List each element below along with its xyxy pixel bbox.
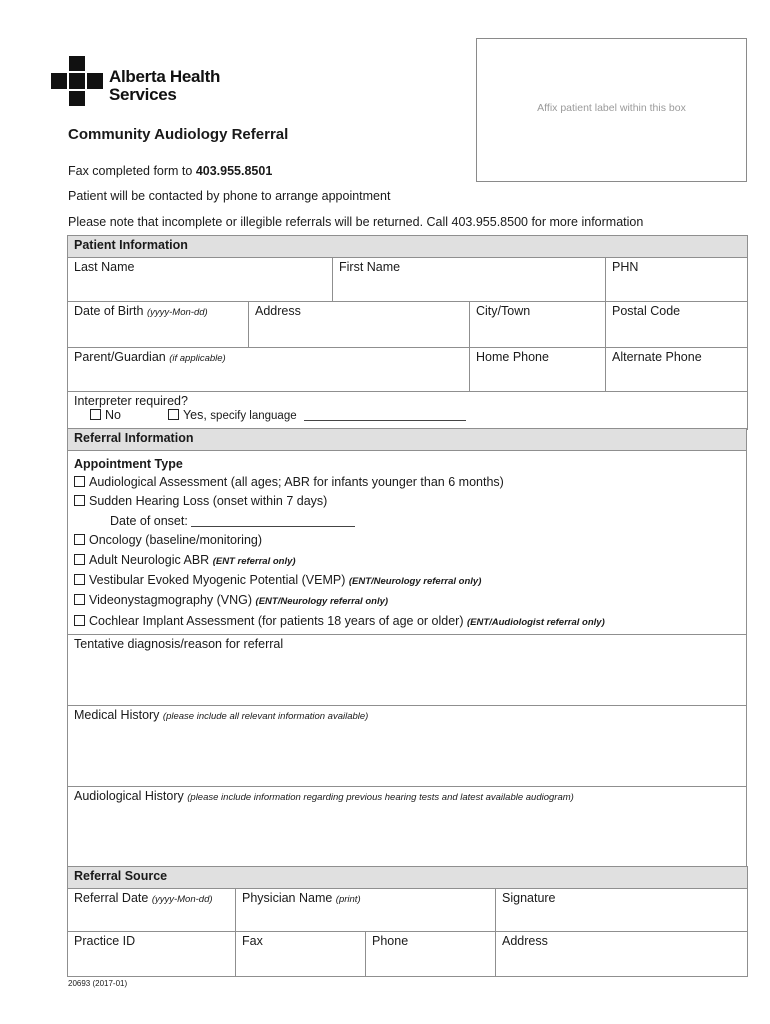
- fax-prefix: Fax completed form to: [68, 164, 196, 178]
- address-label: Address: [255, 304, 301, 318]
- phn-label: PHN: [612, 260, 639, 274]
- option-vng-label: Videonystagmography (VNG): [89, 593, 256, 608]
- interpreter-no-label: No: [105, 408, 121, 422]
- option-vemp-note: (ENT/Neurology referral only): [348, 576, 482, 588]
- contact-note: Patient will be contacted by phone to arrange appointment: [68, 189, 391, 203]
- city-label: City/Town: [476, 304, 531, 318]
- practice-id-field[interactable]: [68, 932, 236, 977]
- dob-label: Date of Birth: [74, 304, 144, 318]
- referral-date-label: Referral Date: [74, 891, 152, 905]
- option-vemp-checkbox[interactable]: [74, 574, 85, 585]
- option-vng-checkbox[interactable]: [74, 594, 85, 605]
- guardian-field[interactable]: [68, 348, 470, 392]
- referral-date-field[interactable]: [68, 889, 236, 932]
- date-of-onset-line[interactable]: [191, 526, 355, 527]
- interpreter-yes-checkbox[interactable]: [168, 409, 179, 420]
- option-vng[interactable]: [74, 591, 740, 611]
- option-vng-note: (ENT/Neurology referral only): [255, 596, 389, 608]
- medical-history-label: Medical History: [74, 708, 163, 723]
- referral-info-header: Referral Information: [68, 429, 747, 451]
- audiological-history-note: (please include information regarding previous hearing tests and latest available audiogram): [187, 792, 574, 804]
- form-title: Community Audiology Referral: [68, 126, 289, 143]
- interpreter-specify-label: specify language: [210, 410, 297, 422]
- form-code: 20693 (2017-01): [68, 979, 128, 988]
- first-name-label: First Name: [339, 260, 401, 274]
- guardian-note: (if applicable): [169, 353, 226, 364]
- phone-field[interactable]: [366, 932, 496, 977]
- option-sudden-label: Sudden Hearing Loss (onset within 7 days): [89, 494, 328, 509]
- option-oncology-label: Oncology (baseline/monitoring): [89, 533, 263, 548]
- patient-label-hint: Affix patient label within this box: [537, 102, 686, 114]
- dob-note: (yyyy-Mon-dd): [146, 307, 208, 318]
- physician-name-note: (print): [335, 894, 361, 905]
- option-ci-note: (ENT/Audiologist referral only): [466, 616, 605, 628]
- address-source-field[interactable]: [496, 932, 748, 977]
- option-oncology-checkbox[interactable]: [74, 534, 85, 545]
- referral-source-table: [67, 866, 748, 977]
- signature-label: Signature: [502, 891, 556, 905]
- home-phone-field[interactable]: [470, 348, 606, 392]
- option-abr-label: Adult Neurologic ABR: [89, 552, 213, 567]
- option-oncology[interactable]: [74, 531, 740, 550]
- option-vemp[interactable]: [74, 571, 740, 591]
- city-field[interactable]: [470, 302, 606, 348]
- diagnosis-label: Tentative diagnosis/reason for referral: [74, 637, 284, 652]
- alt-phone-field[interactable]: [606, 348, 748, 392]
- physician-name-label: Physician Name: [242, 891, 336, 905]
- practice-id-label: Practice ID: [74, 934, 136, 948]
- fax-field[interactable]: [236, 932, 366, 977]
- dob-field[interactable]: [68, 302, 249, 348]
- interpreter-no-checkbox[interactable]: [90, 409, 101, 420]
- fax-label: Fax: [242, 934, 263, 948]
- option-audiological-label: Audiological Assessment (all ages; ABR for infants younger than 6 months): [89, 475, 504, 489]
- option-sudden-checkbox[interactable]: [74, 495, 85, 506]
- referral-info-table: [67, 428, 747, 869]
- postal-label: Postal Code: [612, 304, 681, 318]
- option-abr[interactable]: [74, 551, 740, 571]
- address-field[interactable]: [249, 302, 470, 348]
- phone-label: Phone: [372, 934, 409, 948]
- first-name-field[interactable]: [333, 258, 606, 302]
- interpreter-yes-label: Yes,: [182, 408, 211, 422]
- option-abr-note: (ENT referral only): [212, 555, 296, 567]
- option-audiological-checkbox[interactable]: [74, 476, 85, 487]
- option-audiological[interactable]: [74, 473, 740, 492]
- option-vemp-label: Vestibular Evoked Myogenic Potential (VEMP): [89, 573, 349, 588]
- last-name-field[interactable]: [68, 258, 333, 302]
- signature-field[interactable]: [496, 889, 748, 932]
- logo-line2: Services: [109, 85, 177, 104]
- home-phone-label: Home Phone: [476, 350, 549, 364]
- interpreter-question: Interpreter required?: [74, 394, 188, 408]
- option-sudden[interactable]: [74, 492, 740, 511]
- appointment-type-cell: [68, 451, 747, 635]
- audiological-history-field[interactable]: [68, 787, 747, 869]
- last-name-label: Last Name: [74, 260, 135, 274]
- option-abr-checkbox[interactable]: [74, 554, 85, 565]
- interpreter-language-line[interactable]: [304, 420, 466, 421]
- fax-number: 403.955.8501: [195, 164, 273, 178]
- alt-phone-label: Alternate Phone: [612, 350, 702, 364]
- patient-info-table: [67, 235, 748, 430]
- patient-label-box: [476, 38, 747, 182]
- diagnosis-field[interactable]: [68, 635, 747, 706]
- patient-info-header: Patient Information: [68, 236, 748, 258]
- fax-line: [68, 164, 272, 178]
- phn-field[interactable]: [606, 258, 748, 302]
- option-ci[interactable]: [74, 612, 740, 632]
- medical-history-field[interactable]: [68, 706, 747, 787]
- guardian-label: Parent/Guardian: [74, 350, 166, 364]
- date-of-onset-label: Date of onset:: [110, 513, 188, 528]
- physician-name-field[interactable]: [236, 889, 496, 932]
- referral-source-header: Referral Source: [68, 867, 748, 889]
- address-source-label: Address: [502, 934, 548, 948]
- logo-line1: Alberta Health: [109, 67, 221, 86]
- audiological-history-label: Audiological History: [74, 789, 188, 804]
- interpreter-cell: [68, 392, 748, 430]
- option-ci-checkbox[interactable]: [74, 615, 85, 626]
- ahs-cross-icon: [51, 56, 103, 106]
- option-ci-label: Cochlear Implant Assessment (for patients 18 years of age or older): [89, 613, 467, 628]
- ahs-logo: [51, 56, 231, 106]
- referral-date-note: (yyyy-Mon-dd): [151, 894, 213, 905]
- appointment-type-title: Appointment Type: [74, 457, 183, 471]
- postal-field[interactable]: [606, 302, 748, 348]
- medical-history-note: (please include all relevant information available): [162, 711, 369, 723]
- incomplete-note: Please note that incomplete or illegible referrals will be returned. Call 403.955.8500 for more information: [68, 215, 644, 229]
